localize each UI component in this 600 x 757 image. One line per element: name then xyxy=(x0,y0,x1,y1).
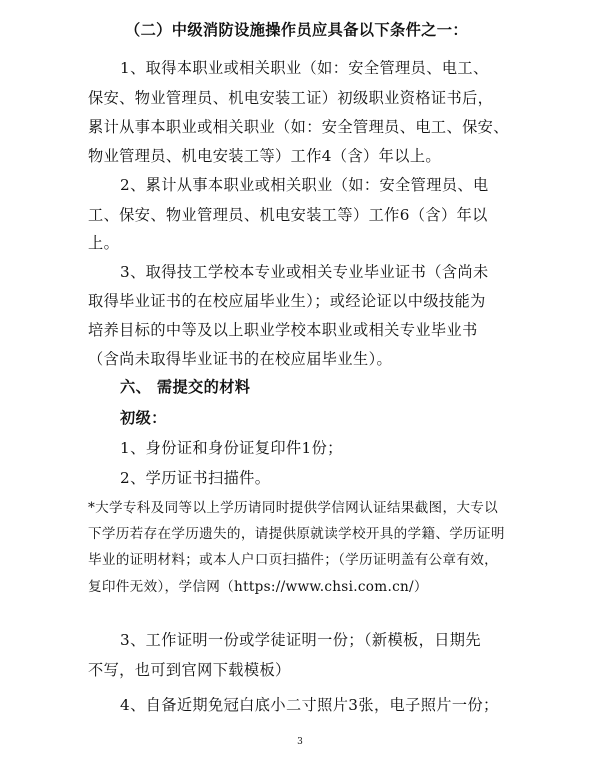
page-number: 3 xyxy=(297,737,303,747)
condition-3-line-4: （含尚未取得毕业证书的在校应届毕业生）。 xyxy=(88,350,393,368)
condition-2-line-3: 上。 xyxy=(88,234,120,252)
condition-1-line-2: 保安、物业管理员、机电安装工证）初级职业资格证书后， xyxy=(88,89,494,107)
material-3-line-1: 3、工作证明一份或学徒证明一份；（新模板，日期先 xyxy=(120,631,481,649)
condition-2-line-2: 工、保安、物业管理员、机电安装工等）工作6（含）年以 xyxy=(88,206,488,224)
material-2: 2、学历证书扫描件。 xyxy=(120,469,271,487)
materials-heading: 六、 需提交的材料 xyxy=(120,378,251,396)
material-1: 1、身份证和身份证复印件1份； xyxy=(120,439,343,457)
level-label: 初级： xyxy=(120,409,167,427)
material-4: 4、自备近期免冠白底小二寸照片3张，电子照片一份； xyxy=(120,696,499,714)
condition-3-line-2: 取得毕业证书的在校应届毕业生）；或经论证以中级技能为 xyxy=(88,292,486,310)
section-heading: （二）中级消防设施操作员应具备以下条件之一： xyxy=(125,21,468,39)
condition-1-line-1: 1、取得本职业或相关职业（如：安全管理员、电工、 xyxy=(120,59,489,77)
condition-1-line-3: 累计从事本职业或相关职业（如：安全管理员、电工、保安、 xyxy=(88,118,509,136)
material-3-line-2: 不写，也可到官网下载模板） xyxy=(88,661,291,679)
note-line-4: 复印件无效），学信网（https://www.chsi.com.cn/） xyxy=(88,579,428,595)
condition-3-line-1: 3、取得技工学校本专业或相关专业毕业证书（含尚未 xyxy=(120,263,489,281)
note-line-2: 下学历若存在学历遗失的，请提供原就读学校开具的学籍、学历证明 xyxy=(88,526,505,542)
condition-3-line-3: 培养目标的中等及以上职业学校本职业或相关专业毕业书 xyxy=(88,321,478,339)
note-line-1: *大学专科及同等以上学历请同时提供学信网认证结果截图，大专以 xyxy=(88,500,499,516)
condition-1-line-4: 物业管理员、机电安装工等）工作4（含）年以上。 xyxy=(88,147,441,165)
condition-2-line-1: 2、累计从事本职业或相关职业（如：安全管理员、电 xyxy=(120,176,489,194)
note-line-3: 毕业的证明材料；或本人户口页扫描件；（学历证明盖有公章有效， xyxy=(88,552,499,568)
